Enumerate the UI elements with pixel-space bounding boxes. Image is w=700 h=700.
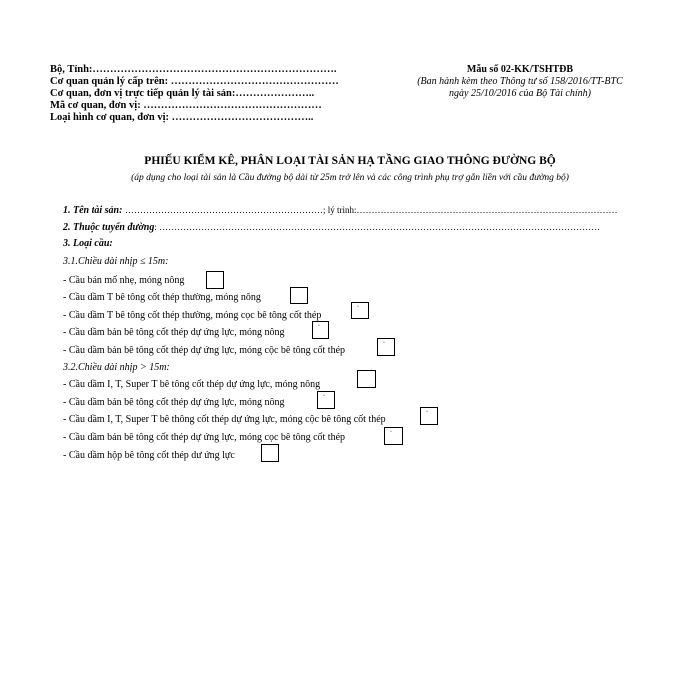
group2-item-3: - Cầu dầm I, T, Super T bê thông cốt thép dự ứng lực, móng cộc bê tông cốt thép [63,414,386,425]
issued-note-line1: (Ban hành kèm theo Thông tư số 158/2016/TT-BTC [417,76,623,87]
route-dots: : ………………………………………………………………………………………………………………………………… [154,222,601,232]
header-ministry-line: Bộ, Tỉnh:……………………………………………………………. [50,64,337,75]
group2-item-4-checkbox[interactable]: ▫ [384,427,403,445]
asset-name-dots: …………………………………………………………; lý trình:…………………………………………………………………………… [124,205,618,215]
group2-item-5-checkbox[interactable] [261,444,279,462]
form-code: Mẫu số 02-KK/TSHTĐB [466,64,574,75]
group2-item-1: - Cầu dầm I, T, Super T bê tông cốt thép dự ứng lực, móng nông [63,379,321,390]
group1-item-2-checkbox[interactable] [290,287,308,304]
header-superior-agency-line: Cơ quan quản lý cấp trên: ………………………………………… [50,76,339,87]
group1-item-3-checkbox[interactable]: ▫ [351,302,369,319]
route-label: 2. Thuộc tuyến đường [63,222,155,233]
group1-item-3: - Cầu dầm T bê tông cốt thép thường, móng cọc bê tông cốt thép [63,310,322,321]
header-agency-type-line: Loại hình cơ quan, đơn vị: ………………………………….. [50,112,314,123]
group1-item-2: - Cầu dầm T bê tông cốt thép thường, móng nông [63,292,261,303]
group2-item-4: - Cầu dầm bản bê tông cốt thép dự ứng lực, móng cọc bê tông cốt thép [63,432,346,443]
asset-name-field [63,205,617,216]
group2-item-1-checkbox[interactable] [357,370,376,388]
document-subtitle: (áp dụng cho loại tài sản là Cầu đường bộ dài từ 25m trở lên và các công trình phụ trợ gắn liền với cầu đường bộ) [131,173,569,183]
group2-heading: 3.2.Chiều dài nhịp > 15m: [63,362,170,373]
group1-item-5: - Cầu dầm bản bê tông cốt thép dự ứng lực, móng cộc bê tông cốt thép [63,345,346,356]
asset-name-label: 1. Tên tài sản: [63,205,123,216]
group1-heading: 3.1.Chiều dài nhịp ≤ 15m: [63,256,169,267]
header-agency-code-line: Mã cơ quan, đơn vị: …………………………………………… [50,100,322,111]
group2-item-2: - Cầu dầm bản bê tông cốt thép dự ứng lực, móng nông [63,397,285,408]
group1-item-4: - Cầu dầm bản bê tông cốt thép dự ứng lực, móng nông [63,327,285,338]
group1-item-1: - Cầu bản mố nhẹ, móng nông [63,275,185,286]
group1-item-4-checkbox[interactable]: ▫ [312,321,329,339]
group1-item-1-checkbox[interactable] [206,271,224,289]
header-direct-agency-line: Cơ quan, đơn vị trực tiếp quản lý tài sản:………………….. [50,88,315,99]
group2-item-2-checkbox[interactable]: ▫ [317,391,335,409]
bridge-type-label: 3. Loại cầu: [63,238,113,249]
route-field [63,222,600,233]
group2-item-5: - Cầu dầm hộp bê tông cốt thép dư ứng lực [63,450,235,461]
group2-item-3-checkbox[interactable]: ▫ [420,407,438,425]
issued-note-line2: ngày 25/10/2016 của Bộ Tài chính) [449,88,591,99]
group1-item-5-checkbox[interactable]: ▫ [377,338,395,356]
document-title: PHIẾU KIỂM KÊ, PHÂN LOẠI TÀI SẢN HẠ TẦNG GIAO THÔNG ĐƯỜNG BỘ [144,155,556,167]
